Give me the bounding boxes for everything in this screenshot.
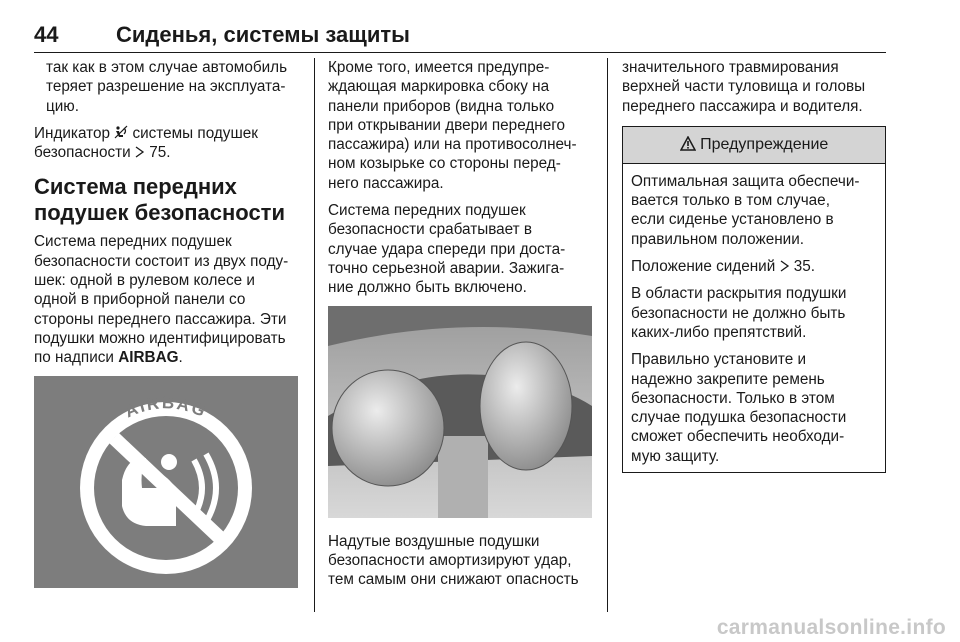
text-fragment: . (178, 349, 183, 367)
page-number: 44 (34, 22, 59, 47)
section-heading (34, 174, 302, 226)
text-line: верхней части туловища и головы (622, 78, 866, 96)
text-line: безопасности амортизируют удар, (328, 551, 572, 569)
indicator-label: Индикатор (34, 124, 110, 142)
text-line: случае подушка безопасности (631, 409, 847, 427)
warning-marking-paragraph (328, 58, 594, 193)
indicator-text: системы подушек (132, 124, 258, 142)
text-line (34, 348, 302, 367)
text-line: мую защиту. (631, 447, 720, 465)
text-line (34, 143, 302, 162)
deployment-paragraph (328, 201, 594, 297)
warning-paragraph (631, 284, 877, 342)
center-console (438, 436, 488, 518)
heading-line: Система передних (34, 174, 237, 200)
airbag-off-icon (114, 125, 128, 139)
text-line: Кроме того, имеется предупре- (328, 59, 550, 76)
text-fragment: по надписи (34, 349, 114, 367)
column-2 (328, 58, 594, 597)
text-line: тем самым они снижают опасность (328, 571, 579, 589)
text-line: надежно закрепите ремень (631, 370, 825, 388)
airbag-system-paragraph (34, 232, 302, 367)
warning-paragraph (631, 350, 877, 466)
column-divider-1 (314, 58, 315, 612)
page-reference[interactable]: 75. (149, 144, 171, 162)
indicator-text-cont: безопасности (34, 144, 131, 162)
text-line: точно серьезной аварии. Зажига- (328, 259, 565, 277)
warning-box (622, 126, 886, 473)
column-divider-2 (607, 58, 608, 612)
text-line: случае удара спереди при доста- (328, 240, 566, 258)
text-line: Система передних подушек (34, 233, 232, 251)
text-line: при открывании двери переднего (328, 116, 565, 134)
continued-paragraph (34, 58, 302, 116)
page-header (34, 22, 886, 53)
text-line: Оптимальная защита обеспечи- (631, 172, 860, 190)
airbag-label-text: AIRBAG (121, 392, 210, 421)
text-line: подушки можно идентифицировать (34, 329, 286, 347)
heading-line: подушек безопасности (34, 200, 285, 226)
protection-paragraph (328, 532, 594, 590)
page-reference[interactable]: 35. (793, 258, 816, 276)
passenger-airbag (480, 342, 572, 470)
text-line: правильном положении. (631, 230, 805, 248)
column-1 (34, 58, 302, 588)
text-line (631, 257, 877, 276)
inflated-airbags-figure (328, 306, 592, 518)
driver-airbag (332, 370, 444, 486)
warning-title: Предупреждение (700, 135, 829, 153)
text-line: ждающая маркировка сбоку на (328, 78, 550, 96)
chapter-title: Сиденья, системы защиты (116, 22, 410, 47)
text-line: Система передних подушек (328, 202, 526, 220)
text-line: если сиденье установлено в (631, 211, 834, 229)
indicator-paragraph (34, 124, 302, 163)
text-line: пассажира) или на противосолнеч- (328, 136, 577, 154)
column-3 (622, 58, 886, 473)
text-fragment: Положение сидений (631, 258, 776, 276)
text-line: безопасности не должно быть (631, 304, 846, 322)
text-line: сможет обеспечить необходи- (631, 428, 845, 446)
warning-paragraph (631, 257, 877, 276)
text-line: Правильно установите и (631, 351, 807, 369)
continued-paragraph (622, 58, 886, 116)
text-line: Надутые воздушные подушки (328, 532, 540, 550)
text-line: безопасности состоит из двух поду- (34, 252, 289, 270)
ref-arrow-icon[interactable] (135, 146, 145, 158)
warning-triangle-icon (680, 136, 696, 151)
text-line: так как в этом случае автомобиль (46, 59, 288, 76)
text-line: переднего пассажира и водителя. (622, 97, 863, 115)
airbag-label-figure (34, 376, 298, 588)
warning-header (623, 127, 885, 164)
warning-body (623, 164, 885, 472)
text-line: цию. (46, 97, 80, 115)
airbag-term: AIRBAG (118, 349, 179, 367)
text-line: одной в приборной панели со (34, 291, 246, 309)
text-line: ние должно быть включено. (328, 279, 527, 297)
text-line: безопасности. Только в этом (631, 389, 835, 407)
text-line: В области раскрытия подушки (631, 285, 847, 303)
ref-arrow-icon[interactable] (780, 260, 790, 272)
text-line (34, 124, 302, 143)
text-line: панели приборов (видна только (328, 97, 555, 115)
text-line: значительного травмирования (622, 59, 839, 76)
text-line: вается только в том случае, (631, 192, 830, 210)
watermark: carmanualsonline.info (716, 616, 946, 639)
warning-paragraph (631, 172, 877, 249)
text-line: стороны переднего пассажира. Эти (34, 310, 287, 328)
text-line: безопасности срабатывает в (328, 221, 533, 239)
text-line: теряет разрешение на эксплуата- (46, 78, 286, 96)
text-line: него пассажира. (328, 174, 444, 192)
text-line: ном козырьке со стороны перед- (328, 155, 561, 173)
text-line: шек: одной в рулевом колесе и (34, 272, 255, 290)
text-line: каких-либо препятствий. (631, 323, 807, 341)
